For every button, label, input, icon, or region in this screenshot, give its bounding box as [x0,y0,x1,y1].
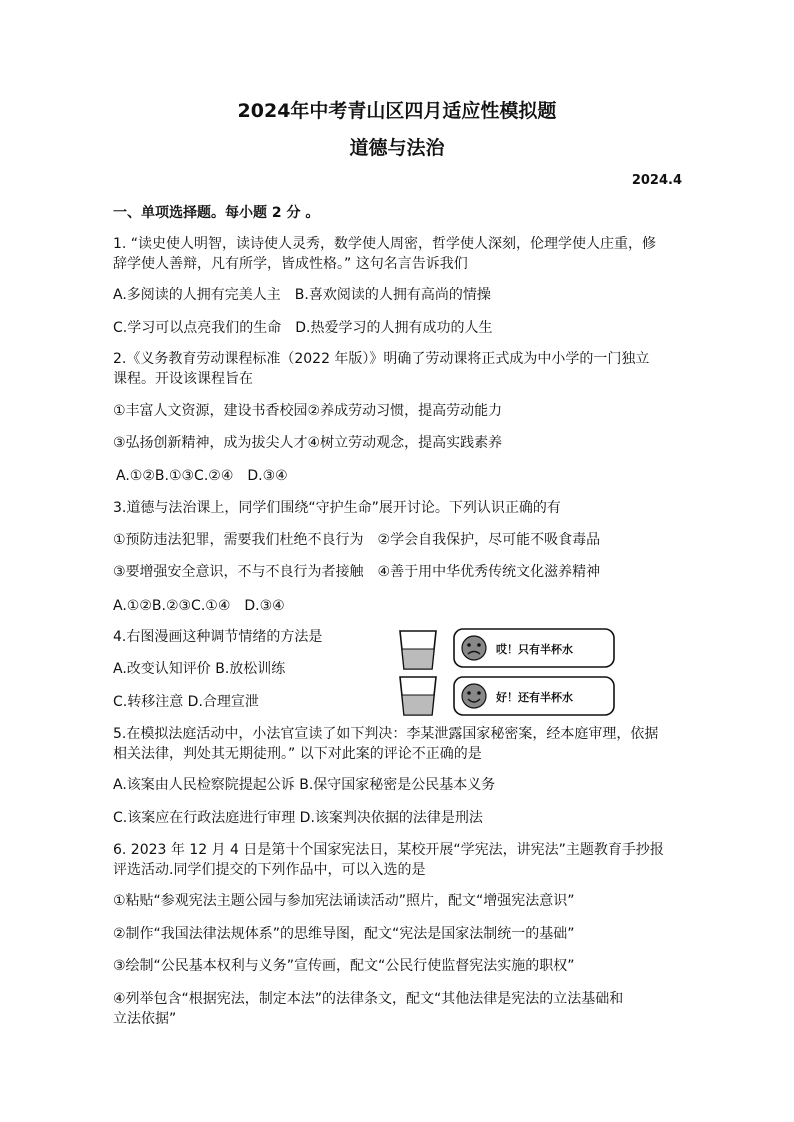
q6-item-3: ③绘制“公民基本权利与义务”宣传画，配文“公民行使监督宪法实施的职权” [113,958,575,974]
q6-item-1: ①粘贴“参观宪法主题公园与参加宪法诵读活动”照片，配文“增强宪法意识” [113,893,575,909]
q5-options-line1: A.该案由人民检察院提起公诉 B.保守国家秘密是公民基本义务 [113,777,496,793]
q5-stem-line2: 相关法律，判处其无期徒刑。” 以下对此案的评论不正确的是 [113,746,482,762]
q2-items-line2: ③弘扬创新精神，成为拔尖人才④树立劳动观念，提高实践素养 [113,435,503,451]
q2-stem-line1: 2.《义务教育劳动课程标准（2022 年版）》明确了劳动课将正式成为中小学的一门独立 [113,351,650,367]
q1-stem-line2: 辞学使人善辩，凡有所学，皆成性格。” 这句名言告诉我们 [113,256,468,272]
glass-icon [400,677,436,715]
q3-items-line2: ③要增强安全意识，不与不良行为者接触 ④善于用中华优秀传统文化滋养精神 [113,564,601,580]
q4-stem: 4.右图漫画这种调节情绪的方法是 [113,629,323,645]
q3-options: A.①②B.②③C.①④ D.③④ [113,598,285,614]
q4-options-line1: A.改变认知评价 B.放松训练 [113,661,286,677]
q1-stem-line1: 1. “读史使人明智，读诗使人灵秀，数学使人周密，哲学使人深刻，伦理学使人庄重，修 [113,236,657,252]
q5-stem-line1: 5.在模拟法庭活动中，小法官宣读了如下判决：李某泄露国家秘密案，经本庭审理，依据 [113,726,659,742]
section-heading: 一、单项选择题。每小题 2 分 。 [113,205,320,221]
cartoon-top-caption: 哎！只有半杯水 [496,643,573,656]
q2-options: A.①②B.①③C.②④ D.③④ [116,468,288,484]
q6-item-4-line1: ④列举包含“根据宪法，制定本法”的法律条文，配文“其他法律是宪法的立法基础和 [113,991,624,1007]
q4-options-line2: C.转移注意 D.合理宣泄 [113,694,259,710]
smiling-face-icon [462,684,486,708]
q6-item-4-line2: 立法依据” [113,1011,177,1027]
q3-items-line1: ①预防违法犯罪，需要我们杜绝不良行为 ②学会自我保护，尽可能不吸食毒品 [113,532,601,548]
q6-stem-line2: 评选活动.同学们提交的下列作品中，可以入选的是 [113,862,426,878]
q2-stem-line2: 课程。开设该课程旨在 [113,371,253,387]
cartoon-bottom-caption: 好！还有半杯水 [496,691,573,704]
q6-item-2: ②制作“我国法律法规体系”的思维导图，配文“宪法是国家法制统一的基础” [113,926,575,942]
q3-stem: 3.道德与法治课上，同学们围绕“守护生命”展开讨论。下列认识正确的有 [113,500,561,516]
q5-options-line2: C.该案应在行政法庭进行审理 D.该案判决依据的法律是刑法 [113,810,483,826]
subject-title: 道德与法治 [349,137,445,159]
q1-options-line1: A.多阅读的人拥有完美人主 B.喜欢阅读的人拥有高尚的情操 [113,287,491,303]
exam-title: 2024年中考青山区四月适应性模拟题 [237,100,557,122]
glass-icon [400,631,436,669]
half-glass-cartoon [396,627,616,719]
q2-items-line1: ①丰富人文资源，建设书香校园②养成劳动习惯，提高劳动能力 [113,403,503,419]
q6-stem-line1: 6. 2023 年 12 月 4 日是第十个国家宪法日，某校开展“学宪法，讲宪法”主题教育手抄报 [113,842,664,858]
q1-options-line2: C.学习可以点亮我们的生命 D.热爱学习的人拥有成功的人生 [113,320,493,336]
exam-date: 2024.4 [631,173,682,188]
frowning-face-icon [462,636,486,660]
